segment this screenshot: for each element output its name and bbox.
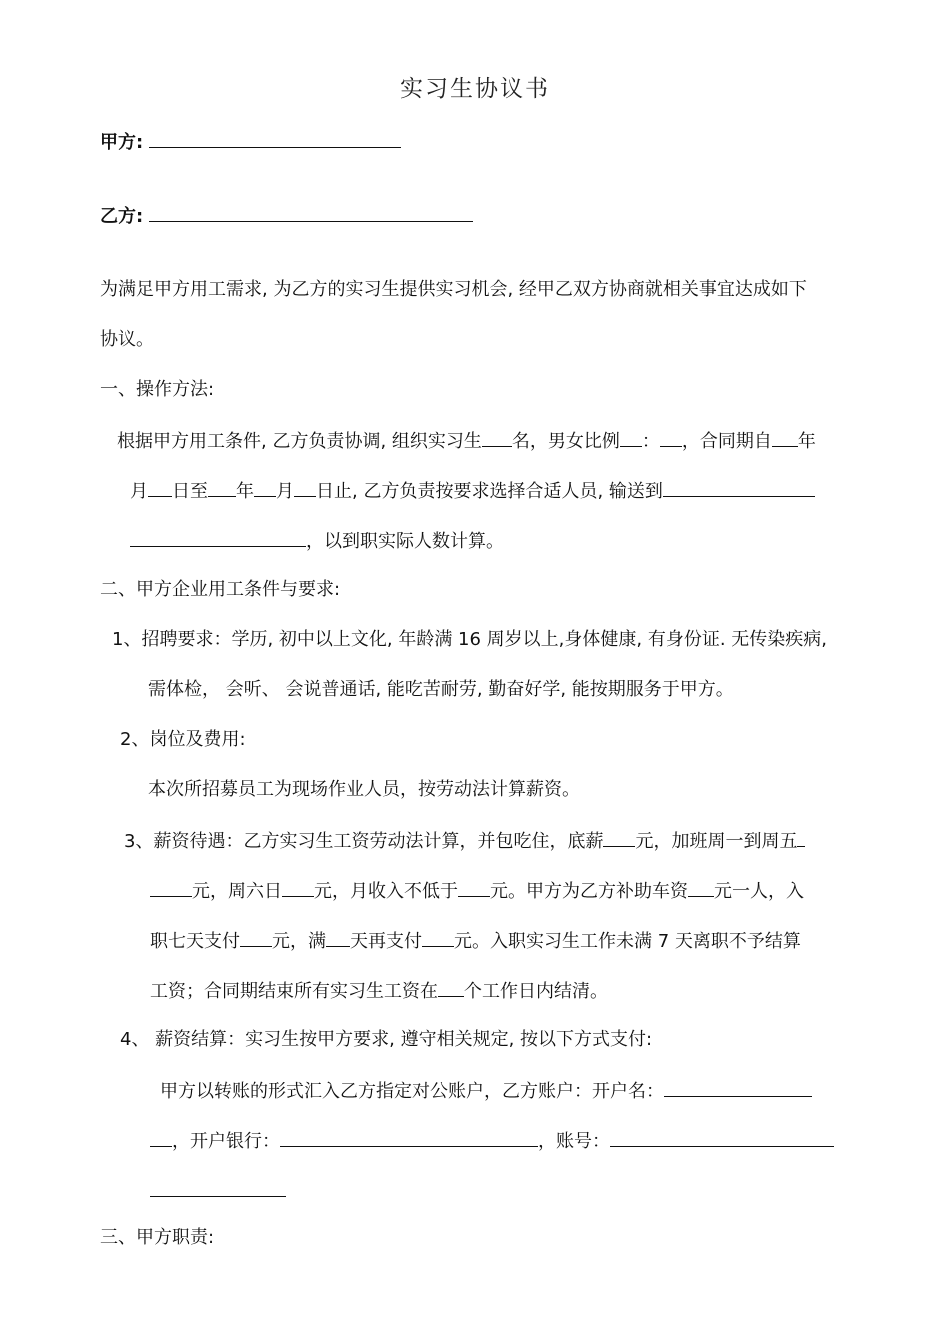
document-title: 实习生协议书 [400, 76, 550, 102]
blank-end-month [254, 477, 276, 497]
section-2-item-3-line-1 [124, 827, 805, 855]
text-segment: 根据甲方用工条件, 乙方负责协调, 组织实习生 [117, 431, 482, 452]
blank-bank [280, 1127, 538, 1147]
blank-account-number-cont [150, 1177, 286, 1197]
text-segment: 职七天支付 [150, 931, 240, 952]
text-segment: ，以到职实际人数计算。 [306, 531, 504, 552]
text-segment: 甲方以转账的形式汇入乙方指定对公账户，乙方账户：开户名： [160, 1081, 664, 1102]
text-segment: ： [641, 431, 660, 452]
section-2-item-2-text: 本次所招募员工为现场作业人员，按劳动法计算薪资。 [148, 779, 580, 800]
text-segment: 日止, 乙方负责按要求选择合适人员, 输送到 [316, 481, 663, 502]
blank-end-day [294, 477, 316, 497]
text-segment: 个工作日内结清。 [464, 981, 608, 1002]
text-segment: 3、薪资待遇：乙方实习生工资劳动法计算，并包吃住，底薪 [124, 831, 604, 852]
text-segment: 元，满 [272, 931, 326, 952]
blank-travel-subsidy [688, 877, 714, 897]
text-segment: 元一人，入 [714, 881, 804, 902]
blank-second-pay [422, 927, 454, 947]
text-segment: 日至 [172, 481, 208, 502]
text-segment: ，合同期自 [681, 431, 772, 452]
blank-weekday-ot-cont [150, 877, 192, 897]
blank-count [482, 427, 512, 447]
blank-destination-cont [130, 527, 306, 547]
section-1-para-line-2 [130, 477, 815, 505]
intro-line-1: 为满足甲方用工需求, 为乙方的实习生提供实习机会, 经甲乙双方协商就相关事宜达成如下 [100, 279, 807, 300]
section-2-heading: 二、甲方企业用工条件与要求: [100, 579, 341, 600]
blank-start-month [148, 477, 172, 497]
text-segment: 元。入职实习生工作未满 7 天离职不予结算 [454, 931, 801, 952]
text-segment: 名，男女比例 [511, 431, 620, 452]
text-segment: 元，加班周一到周五 [635, 831, 798, 852]
blank-account-number [610, 1127, 834, 1147]
blank-weekday-ot [797, 827, 805, 847]
blank-base-salary [603, 827, 635, 847]
section-2-item-2-heading: 2、岗位及费用: [120, 729, 246, 750]
text-segment: 天再支付 [350, 931, 422, 952]
blank-days [326, 927, 350, 947]
section-3-heading: 三、甲方职责: [100, 1227, 215, 1248]
party-b-line [100, 202, 473, 230]
blank-end-year [208, 477, 236, 497]
text-segment: ，开户银行： [172, 1131, 280, 1152]
party-b-blank [149, 202, 473, 222]
party-a-label: 甲方: [100, 132, 144, 153]
section-2-item-4-line-2 [160, 1077, 812, 1105]
blank-start-year [772, 427, 798, 447]
text-segment: 元，周六日 [192, 881, 282, 902]
party-a-line [100, 128, 401, 156]
blank-ratio-female [660, 427, 682, 447]
text-segment: ，账号： [538, 1131, 610, 1152]
text-segment: 月 [276, 481, 294, 502]
section-2-item-1-line-2: 需体检， 会听、 会说普通话, 能吃苦耐劳, 勤奋好学, 能按期服务于甲方。 [148, 679, 734, 700]
section-2-item-1-line-1: 1、招聘要求：学历, 初中以上文化, 年龄满 16 周岁以上,身体健康, 有身份证. 无传染疾病, [112, 629, 828, 650]
section-1-para-line-3 [130, 527, 504, 555]
blank-weekend-ot [282, 877, 314, 897]
blank-account-name [664, 1077, 812, 1097]
blank-ratio-male [620, 427, 642, 447]
section-2-item-4-line-4 [150, 1177, 286, 1205]
text-segment: 元，月收入不低于 [314, 881, 458, 902]
section-1-heading: 一、操作方法: [100, 379, 215, 400]
blank-settle-days [438, 977, 464, 997]
section-2-item-3-line-3 [150, 927, 801, 955]
section-1-para-line-1 [117, 427, 816, 455]
blank-destination [663, 477, 815, 497]
section-2-item-3-line-2 [150, 877, 804, 905]
section-2-item-4-line-3 [150, 1127, 834, 1155]
text-segment: 年 [797, 431, 816, 452]
party-b-label: 乙方: [100, 206, 144, 227]
text-segment: 元。甲方为乙方补助车资 [490, 881, 688, 902]
section-2-item-3-line-4 [150, 977, 608, 1005]
text-segment: 工资；合同期结束所有实习生工资在 [150, 981, 438, 1002]
blank-account-name-cont [150, 1127, 172, 1147]
text-segment: 年 [236, 481, 254, 502]
party-a-blank [149, 128, 401, 148]
blank-min-income [458, 877, 490, 897]
section-2-item-4-line-1: 4、 薪资结算：实习生按甲方要求, 遵守相关规定, 按以下方式支付: [120, 1029, 653, 1050]
blank-7day-pay [240, 927, 272, 947]
intro-line-2: 协议。 [100, 329, 154, 350]
text-segment: 月 [130, 481, 148, 502]
